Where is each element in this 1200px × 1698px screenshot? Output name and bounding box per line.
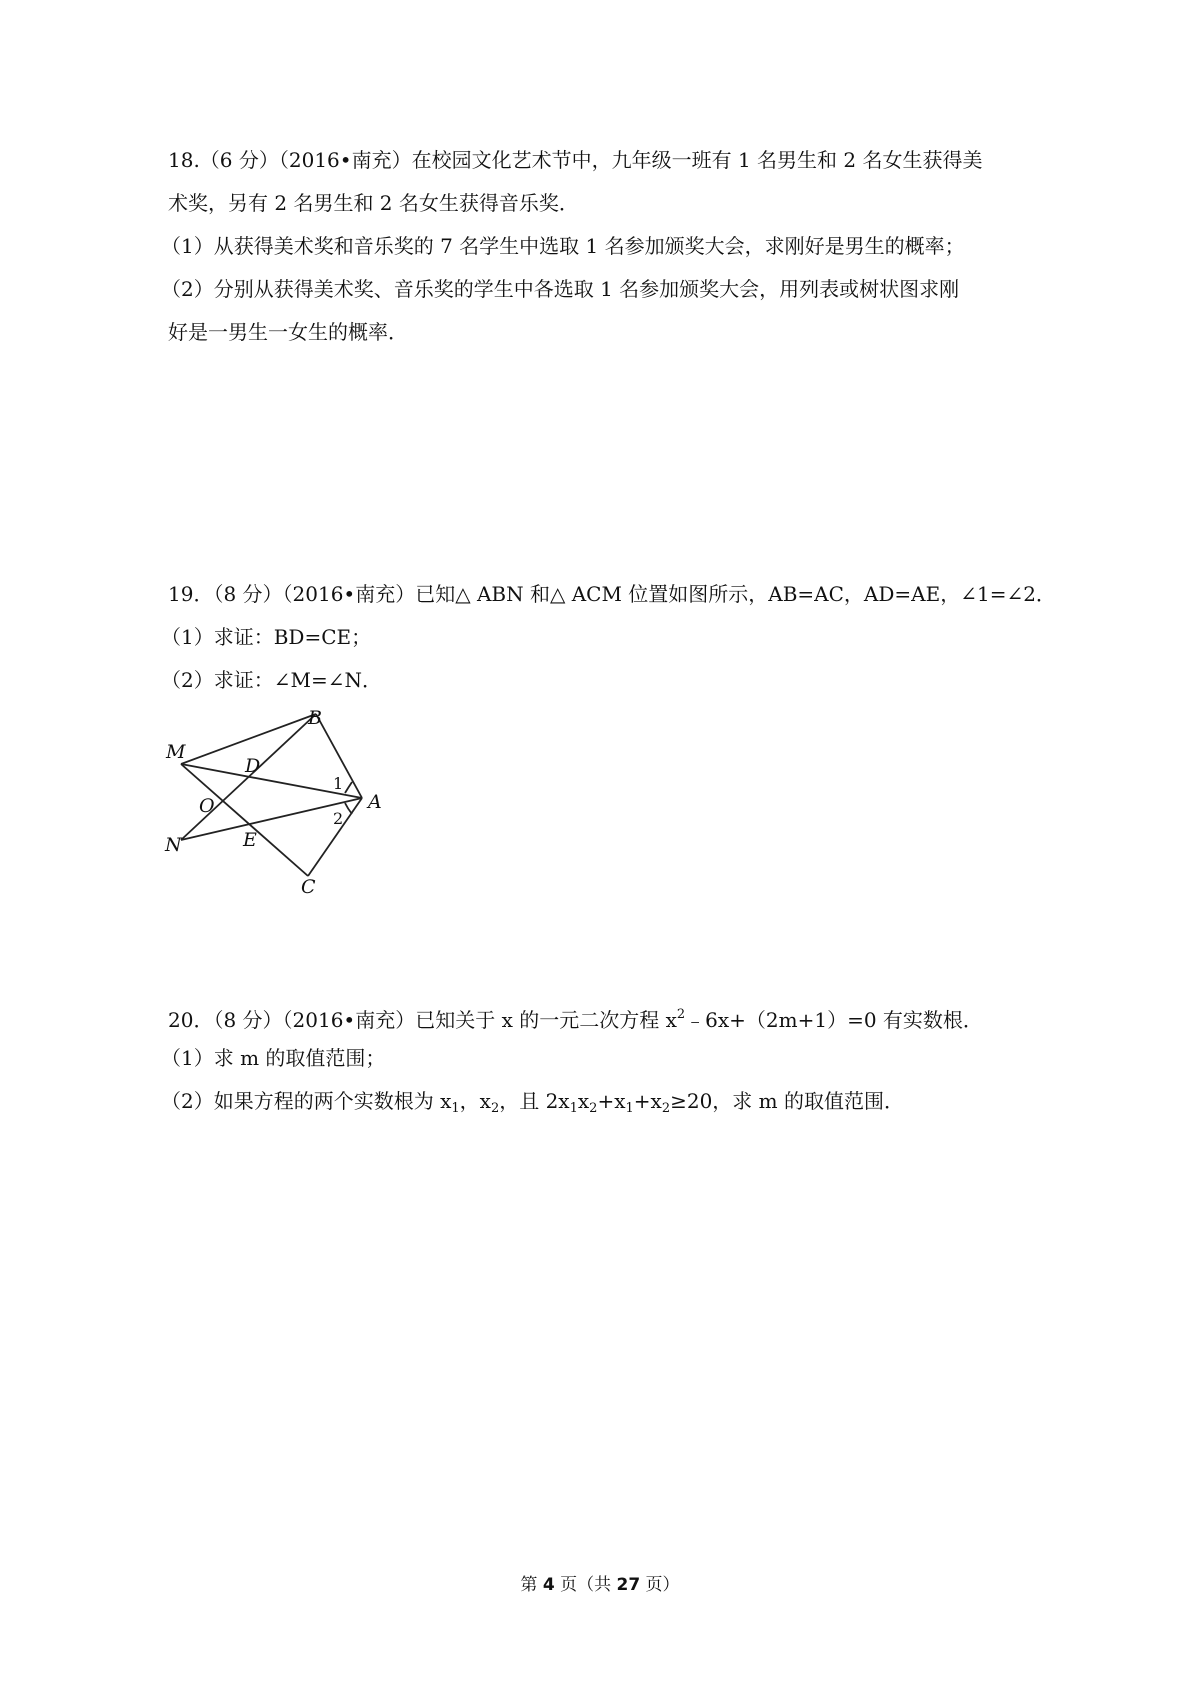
q18-line1: 18.（6 分）（2016•南充）在校园文化艺术节中，九年级一班有 1 名男生和 2 名女生获得美: [168, 148, 983, 172]
angle-2-arc: [345, 803, 352, 814]
angle-2-label: 2: [333, 809, 344, 828]
label-N: N: [165, 834, 182, 856]
subscript: 2: [490, 1101, 500, 1116]
q20-line1-post: ﹣6x+（2m+1）=0 有实数根．: [685, 1008, 983, 1032]
q20-part2-text: ，x: [459, 1089, 491, 1113]
label-A: A: [368, 791, 382, 813]
q20-part2-text: （2）如果方程的两个实数根为 x: [161, 1089, 452, 1113]
q18-part1: （1）从获得美术奖和音乐奖的 7 名学生中选取 1 名参加颁奖大会，求刚好是男生的概率；: [161, 234, 965, 258]
footer-text: 页）: [640, 1575, 680, 1595]
angle-1-arc: [345, 782, 352, 793]
label-E: E: [243, 829, 257, 851]
q18-line2: 术奖，另有 2 名男生和 2 名女生获得音乐奖．: [168, 191, 579, 215]
q20-part2-text: ≥20，求 m 的取值范围．: [670, 1089, 904, 1113]
angle-1-label: 1: [333, 774, 344, 793]
subscript: 1: [569, 1101, 578, 1116]
q20-part2: [161, 1087, 904, 1123]
q20-part1: （1）求 m 的取值范围；: [161, 1046, 386, 1070]
label-D: D: [245, 755, 261, 777]
total-pages: 27: [616, 1575, 641, 1595]
geometry-figure: [150, 700, 400, 910]
q19-part1: （1）求证：BD=CE；: [161, 625, 372, 649]
label-B: B: [308, 707, 322, 729]
subscript: 2: [589, 1101, 598, 1116]
page-number: 4: [542, 1575, 555, 1595]
segment-NB: [181, 714, 316, 840]
q20-part2-text: +x: [597, 1089, 626, 1113]
subscript: 1: [451, 1101, 460, 1116]
q20-exponent: 2: [676, 1007, 686, 1022]
q20-part2-text: ，且 2x: [499, 1089, 570, 1113]
q19-line1: 19．（8 分）（2016•南充）已知△ ABN 和△ ACM 位置如图所示，AB=AC，AD=AE，∠1=∠2．: [168, 582, 1056, 606]
label-C: C: [301, 876, 316, 898]
page-footer: [0, 1570, 1200, 1595]
label-O: O: [199, 795, 215, 817]
footer-text: 页（共: [554, 1575, 617, 1595]
q20-part2-text: x: [577, 1089, 590, 1113]
footer-text: 第: [520, 1575, 543, 1595]
label-M: M: [166, 741, 186, 763]
q18-part2-line2: 好是一男生一女生的概率．: [168, 320, 408, 344]
q18-part2-line1: （2）分别从获得美术奖、音乐奖的学生中各选取 1 名参加颁奖大会，用列表或树状图求刚: [161, 277, 960, 301]
subscript: 2: [661, 1101, 671, 1116]
q20-part2-text: +x: [633, 1089, 662, 1113]
q20-line1-pre: 20．（8 分）（2016•南充）已知关于 x 的一元二次方程 x: [168, 1008, 677, 1032]
subscript: 1: [625, 1101, 634, 1116]
q20-line1: [168, 1001, 983, 1034]
q19-part2: （2）求证：∠M=∠N．: [161, 668, 382, 692]
